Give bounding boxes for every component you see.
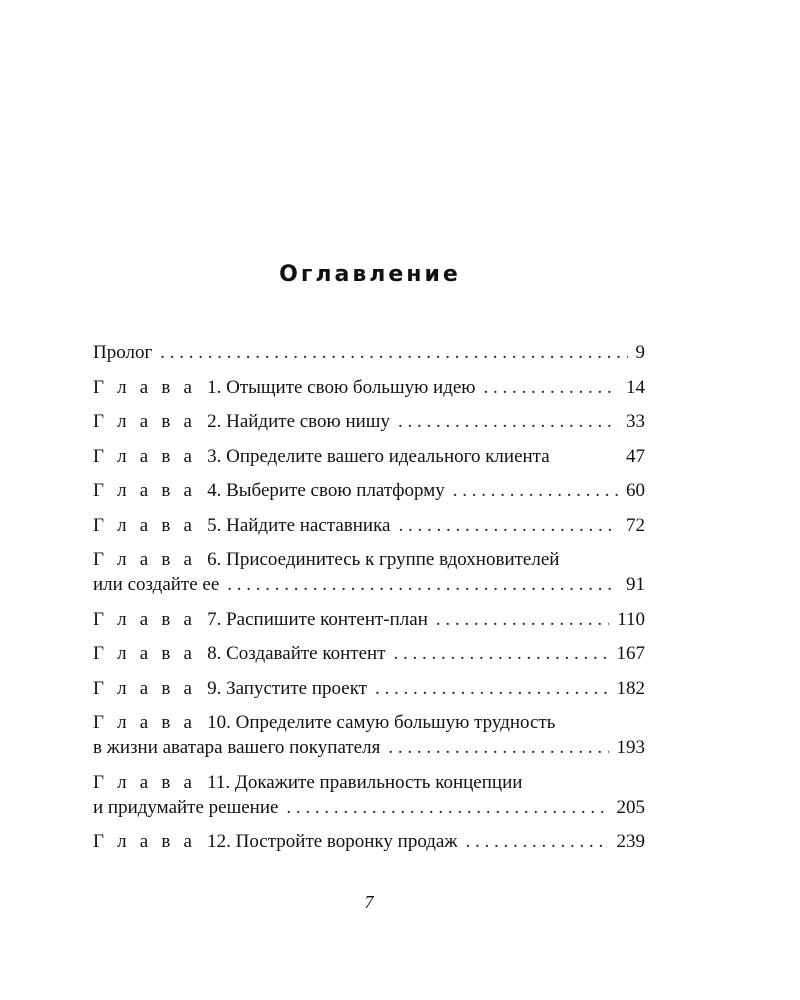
- dot-leader: [160, 340, 627, 365]
- toc-entry-line: [93, 375, 645, 400]
- toc-entry-line: [93, 770, 645, 795]
- toc-entry[interactable]: [93, 375, 645, 400]
- chapter-prefix: Г л а в а: [93, 712, 197, 733]
- toc-entry-title: 3. Определите вашего идеального клиента: [207, 445, 550, 467]
- dot-leader: [375, 676, 609, 701]
- toc-entry-title: Пролог: [93, 342, 153, 363]
- toc-page-number: 193: [616, 737, 645, 758]
- toc-page-number: 91: [626, 574, 645, 595]
- toc-entry-title: 5. Найдите наставника: [207, 514, 391, 536]
- chapter-prefix: Г л а в а: [93, 643, 197, 664]
- chapter-prefix: Г л а в а: [93, 411, 197, 432]
- toc-entry-line: [93, 710, 645, 735]
- toc-entry[interactable]: [93, 829, 645, 854]
- toc-entry-title: 9. Запустите проект: [207, 677, 367, 699]
- toc-entry-line: [93, 444, 645, 469]
- toc-entry-title: и придумайте решение: [93, 796, 279, 818]
- toc-entry-line: [93, 795, 645, 820]
- chapter-prefix: Г л а в а: [93, 608, 197, 630]
- toc-entry[interactable]: [93, 676, 645, 701]
- toc-entry-line: [93, 547, 645, 572]
- toc-entry-title: 12. Постройте воронку продаж: [207, 831, 458, 852]
- toc-page-number: 9: [635, 342, 645, 363]
- page-number: 7: [364, 892, 374, 912]
- chapter-prefix: Г л а в а: [93, 480, 197, 501]
- chapter-prefix: Г л а в а: [93, 677, 197, 699]
- table-of-contents: [93, 340, 645, 864]
- toc-entry-line: [93, 641, 645, 666]
- chapter-prefix: Г л а в а: [93, 445, 197, 467]
- toc-entry[interactable]: [93, 409, 645, 434]
- page-title: Оглавление: [279, 262, 461, 287]
- toc-entry-line: [93, 340, 645, 365]
- toc-page-number: 47: [626, 445, 645, 467]
- toc-entry[interactable]: [93, 547, 645, 597]
- toc-entry-line: [93, 409, 645, 434]
- toc-page-number: 60: [626, 480, 645, 501]
- toc-page-number: 33: [626, 411, 645, 432]
- toc-entry-title: 1. Отыщите свою большую идею: [207, 376, 476, 398]
- chapter-prefix: Г л а в а: [93, 831, 197, 852]
- dot-leader: [466, 829, 609, 854]
- toc-entry-title: 2. Найдите свою нишу: [207, 411, 390, 432]
- toc-entry-line: [93, 735, 645, 760]
- dot-leader: [388, 735, 608, 760]
- toc-entry-line: [93, 572, 645, 597]
- toc-entry-line: [93, 829, 645, 854]
- toc-entry[interactable]: [93, 770, 645, 820]
- dot-leader: [398, 513, 618, 538]
- toc-page-number: 14: [626, 376, 645, 398]
- toc-entry[interactable]: [93, 513, 645, 538]
- toc-entry-title: 6. Присоединитесь к группе вдохновителей: [207, 549, 560, 570]
- toc-entry-title: 10. Определите самую большую трудность: [207, 712, 556, 733]
- toc-entry-title: или создайте ее: [93, 574, 220, 595]
- dot-leader: [227, 572, 618, 597]
- toc-entry[interactable]: [93, 710, 645, 760]
- toc-entry-title: 7. Распишите контент-план: [207, 608, 428, 630]
- toc-entry-line: [93, 607, 645, 632]
- toc-entry[interactable]: [93, 641, 645, 666]
- dot-leader: [286, 795, 608, 820]
- toc-page-number: 72: [626, 514, 645, 536]
- chapter-prefix: Г л а в а: [93, 549, 197, 570]
- toc-entry-title: 4. Выберите свою платформу: [207, 480, 445, 501]
- dot-leader: [484, 375, 618, 400]
- chapter-prefix: Г л а в а: [93, 514, 197, 536]
- dot-leader: [453, 478, 618, 503]
- chapter-prefix: Г л а в а: [93, 376, 197, 398]
- toc-entry[interactable]: [93, 340, 645, 365]
- dot-leader: [394, 641, 609, 666]
- toc-page-number: 182: [616, 677, 645, 699]
- toc-entry-line: [93, 513, 645, 538]
- toc-entry-line: [93, 478, 645, 503]
- toc-entry-title: в жизни аватара вашего покупателя: [93, 737, 381, 758]
- toc-entry[interactable]: [93, 478, 645, 503]
- toc-page-number: 167: [616, 643, 645, 664]
- toc-entry[interactable]: [93, 607, 645, 632]
- toc-page-number: 239: [616, 831, 645, 852]
- toc-entry[interactable]: [93, 444, 645, 469]
- toc-page-number: 205: [616, 796, 645, 818]
- dot-leader: [436, 607, 609, 632]
- toc-entry-title: 11. Докажите правильность концепции: [207, 771, 523, 793]
- toc-entry-line: [93, 676, 645, 701]
- chapter-prefix: Г л а в а: [93, 771, 197, 793]
- toc-page-number: 110: [617, 608, 645, 630]
- dot-leader: [398, 409, 618, 434]
- toc-entry-title: 8. Создавайте контент: [207, 643, 386, 664]
